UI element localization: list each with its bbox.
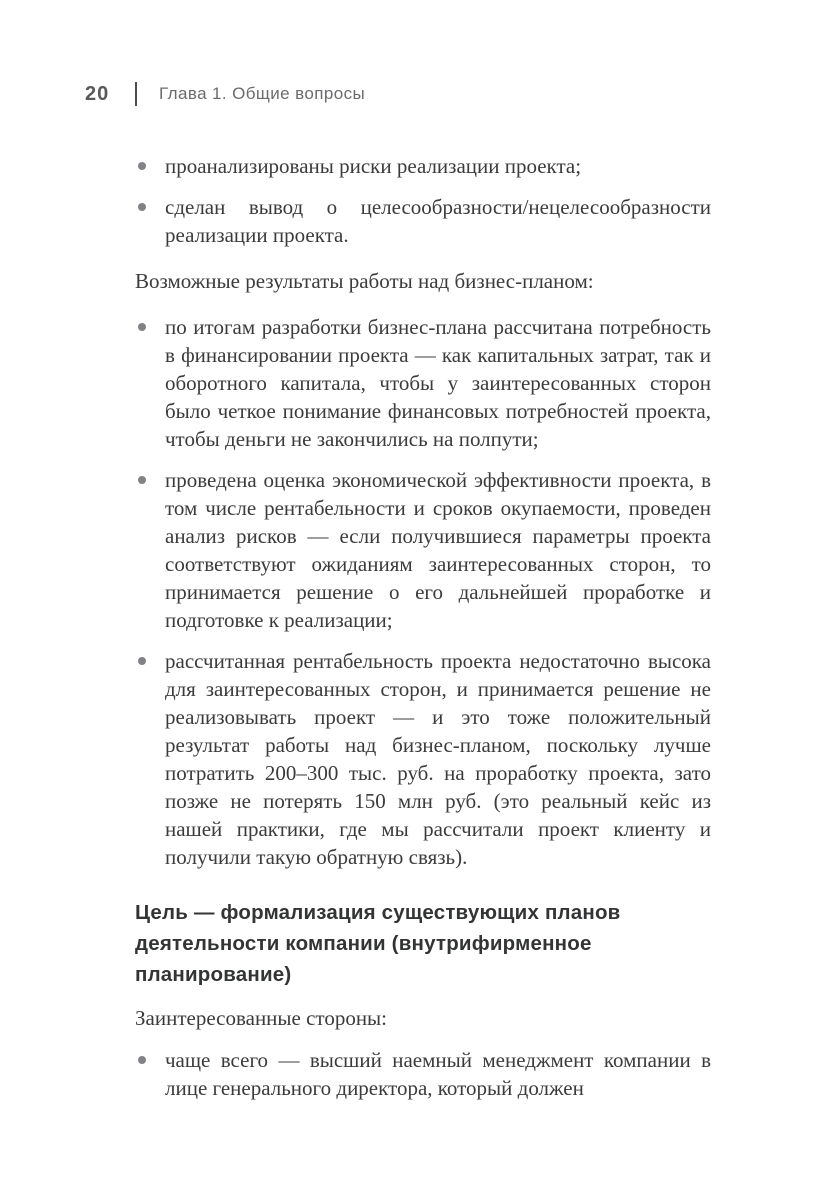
bullet-dot-icon — [138, 476, 146, 484]
bullet-dot-icon — [138, 1056, 146, 1064]
list-item-text: чаще всего — высший наемный менеджмент компании в лице генерального директора, который должен — [165, 1048, 711, 1100]
list-item-text: проведена оценка экономической эффективности проекта, в том числе рентабельности и сроков окупаемости, проведен анализ рисков — если получившиеся параметры проекта соответствуют ожиданиям заинтересованных сторон, то принимается решение о его дальнейшей проработке и подготовке к реализации; — [165, 468, 711, 632]
bullet-dot-icon — [138, 657, 146, 665]
bullet-dot-icon — [138, 162, 146, 170]
bullet-dot-icon — [138, 203, 146, 211]
list-item — [135, 193, 711, 249]
bullet-dot-icon — [138, 323, 146, 331]
list-item — [135, 152, 711, 180]
section-heading: Цель — формализация существующих планов деятельности компании (внутрифирменное планирование) — [135, 901, 621, 986]
list-item — [135, 647, 711, 871]
list-item-text: по итогам разработки бизнес-плана рассчитана потребность в финансировании проекта — как капитальных затрат, так и оборотного капитала, чтобы у заинтересованных сторон было четкое понимание финансовых потребностей проекта, чтобы деньги не закончились на полпути; — [165, 315, 711, 451]
list-item-text: проанализированы риски реализации проекта; — [165, 154, 582, 178]
list-item-text: рассчитанная рентабельность проекта недостаточно высока для заинтересованных сторон, и принимается решение не реализовывать проект — и это тоже положительный результат работы над бизнес-планом, поскольку лучше потратить 200–300 тыс. руб. на проработку проекта, зато позже не потерять 150 млн руб. (это реальный кейс из нашей практики, где мы рассчитали проект клиенту и получили такую обратную связь). — [165, 649, 711, 869]
list-item — [135, 313, 711, 453]
page-number: 20 — [85, 82, 110, 105]
list-item-text: сделан вывод о целесообразности/нецелесообразности реализации проекта. — [165, 195, 711, 247]
results-intro-paragraph: Возможные результаты работы над бизнес-планом: — [135, 269, 594, 293]
page-content — [135, 152, 711, 1115]
page-header — [85, 82, 365, 106]
chapter-title: Глава 1. Общие вопросы — [159, 84, 366, 103]
header-divider — [135, 82, 137, 106]
list-item — [135, 466, 711, 634]
list-item — [135, 1046, 711, 1102]
stakeholders-intro-paragraph: Заинтересованные стороны: — [135, 1006, 387, 1030]
